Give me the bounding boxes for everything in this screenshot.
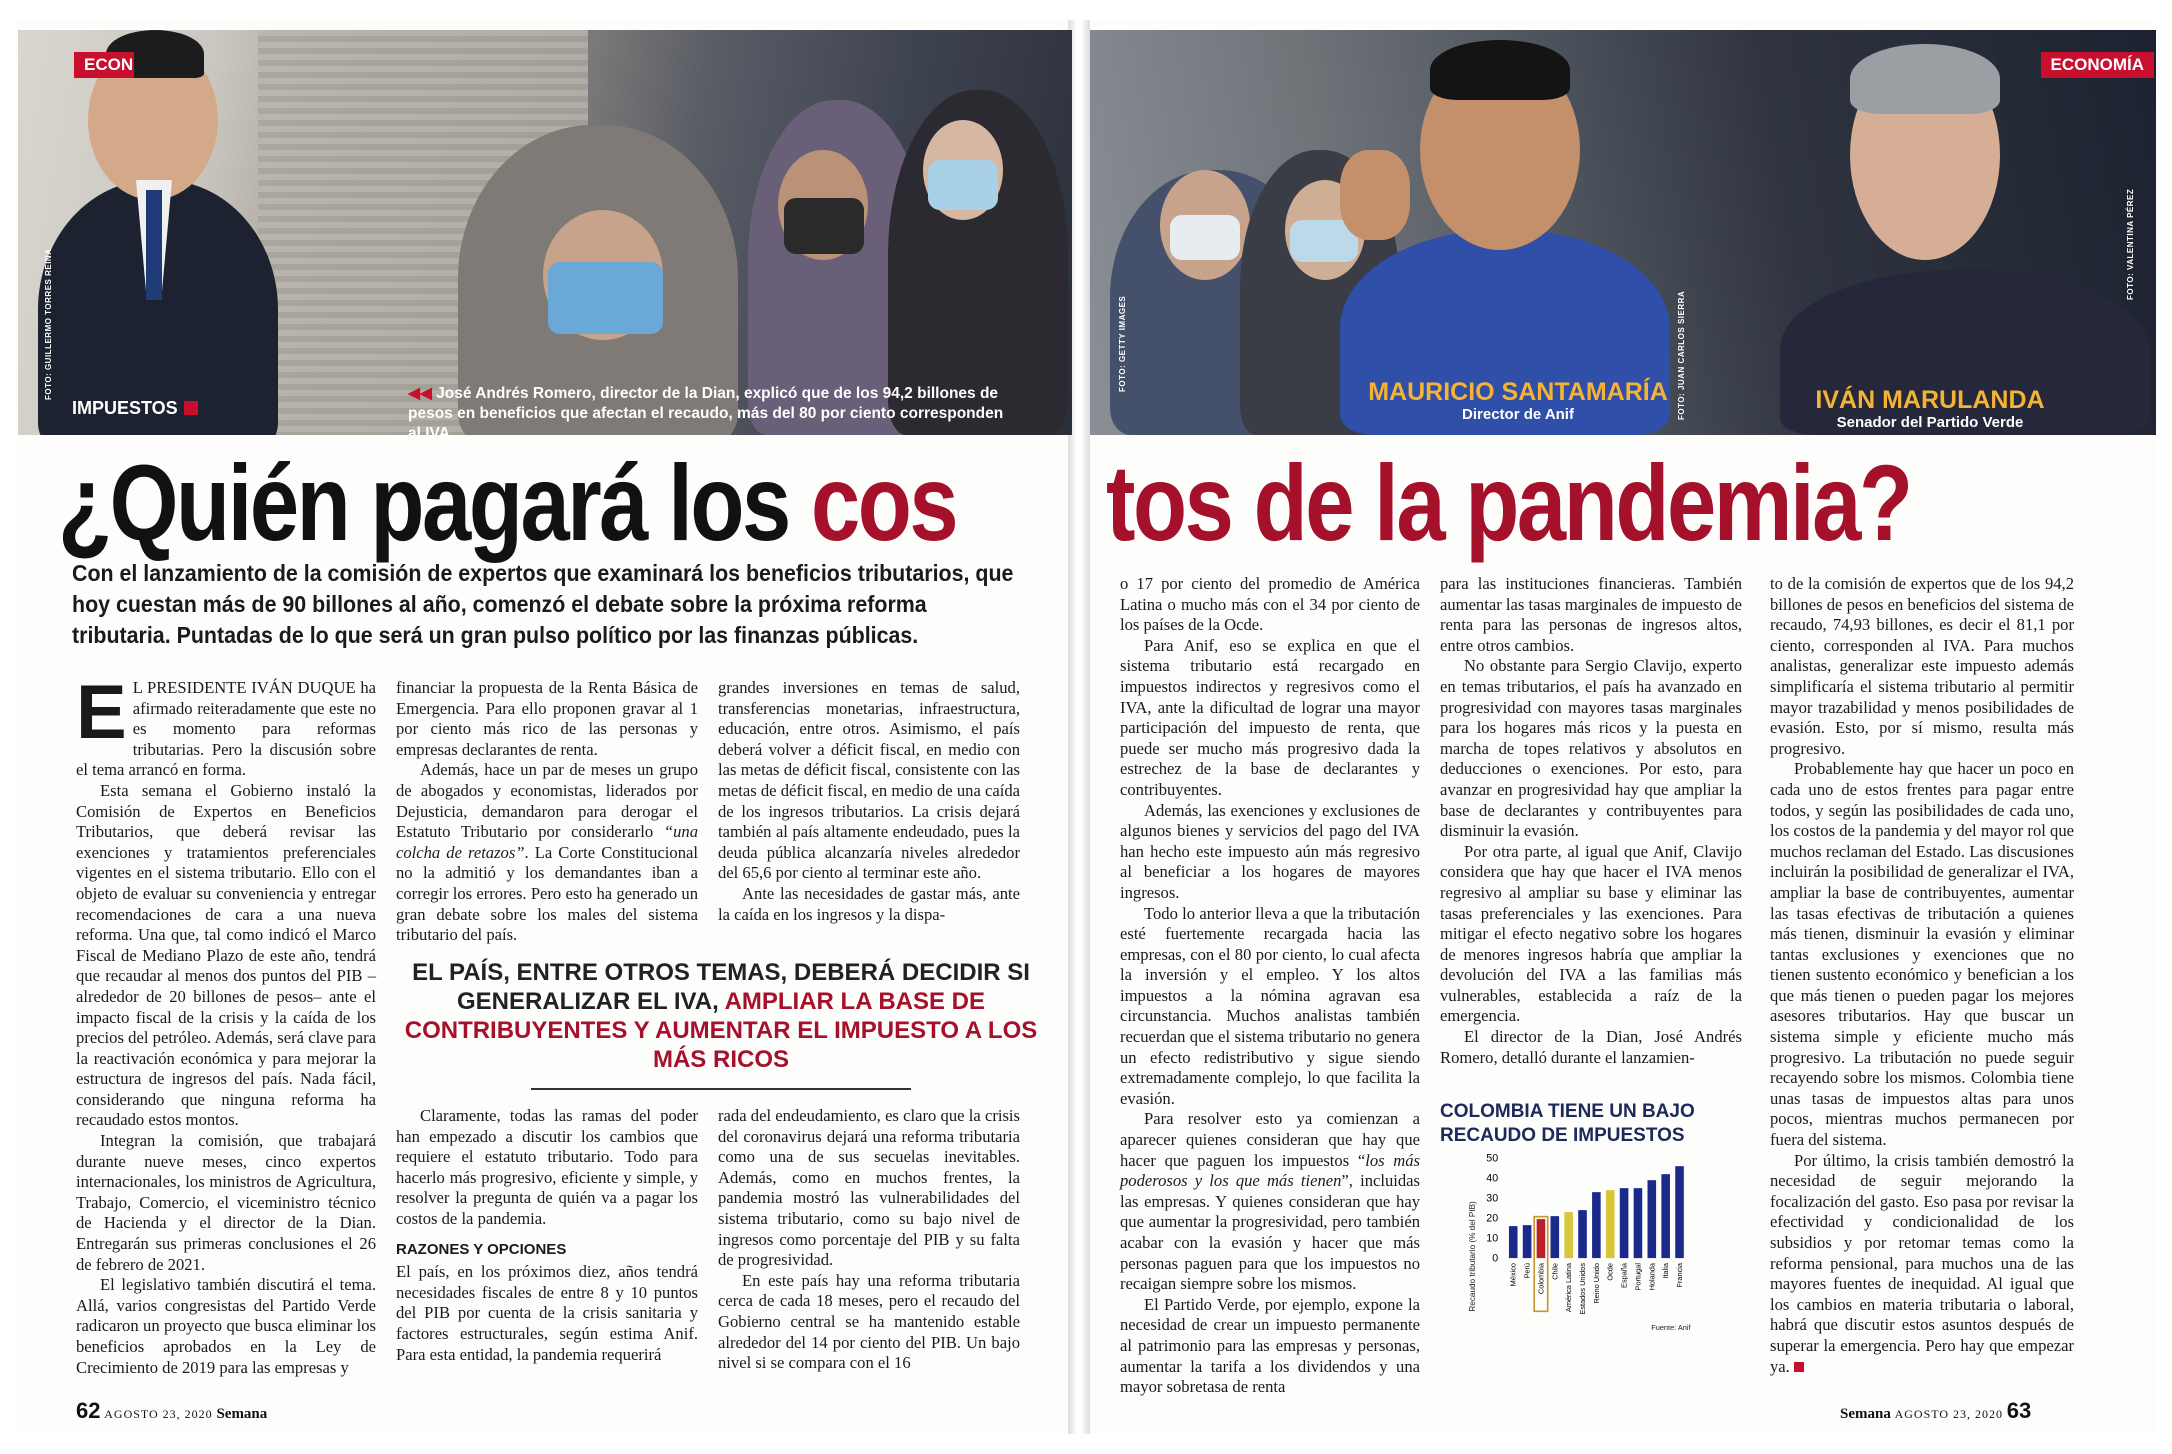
paragraph: El director de la Dian, José Andrés Romero, detalló durante el lanzamien- bbox=[1440, 1027, 1742, 1067]
x-tick-label: Estados Unidos bbox=[1577, 1263, 1587, 1315]
x-tick-label: Holanda bbox=[1647, 1263, 1657, 1291]
paragraph: o 17 por ciento del promedio de América Latina o mucho más con el 34 por ciento de los países de la Ocde. bbox=[1120, 574, 1420, 635]
x-tick-label: Portugal bbox=[1633, 1263, 1643, 1291]
brand-name: Semana bbox=[216, 1406, 268, 1422]
y-tick-label: 10 bbox=[1486, 1232, 1499, 1245]
paragraph bbox=[1770, 1151, 2074, 1378]
impuestos-tag bbox=[72, 398, 198, 419]
bar-estados-unidos bbox=[1578, 1210, 1587, 1258]
text-run: Por último, la crisis también demostró la necesidad de seguir mejorando la focalización del gasto. Eso pasa por revisar la efectividad y condicionalidad de los subsidios y por retomar temas como la reforma pensional, para muchos una de las mayores fuentes de inequidad. Al igual que los cambios en materia tributaria o laboral, habrá que discutir estos asuntos después de superar la emergencia. Pero hay que empezar ya. bbox=[1770, 1150, 2074, 1376]
photo-credit-valentina: FOTO: VALENTINA PÉREZ bbox=[2126, 188, 2135, 300]
bar-españa bbox=[1620, 1188, 1629, 1258]
y-tick-label: 20 bbox=[1486, 1212, 1499, 1225]
santamaria-hair bbox=[1430, 40, 1570, 100]
caption-text: José Andrés Romero, director de la Dian, explicó que de los 94,2 billones de pesos en beneficios que afectan el recaudo, más del 80 por ciento corresponden al IVA. bbox=[408, 385, 1004, 442]
blue-mask bbox=[548, 262, 663, 334]
y-tick-label: 40 bbox=[1486, 1172, 1499, 1185]
section-tag-right: ECONOMÍA bbox=[2041, 52, 2155, 78]
director-tie bbox=[146, 190, 162, 300]
x-tick-label: Francia bbox=[1674, 1263, 1684, 1288]
paragraph: Además, las exenciones y exclusiones de algunos bienes y servicios del pago del IVA han hecho este impuesto aún más regresivo al beneficiar a los hogares de mayores ingresos. bbox=[1120, 800, 1420, 902]
tax-revenue-chart bbox=[1440, 1150, 1720, 1376]
x-tick-label: México bbox=[1508, 1263, 1518, 1287]
person-role: Director de Anif bbox=[1462, 406, 1574, 423]
pullquote-divider bbox=[531, 1088, 911, 1090]
deck-subtitle: Con el lanzamiento de la comisión de expertos que examinará los beneficios tributarios, que hoy cuestan más de 90 billones al año, comenzó el debate sobre la próxima reforma tributaria. Puntadas de lo que será un gran pulso político por las finanzas públicas. bbox=[72, 560, 1014, 648]
chart-title: COLOMBIA TIENE UN BAJO RECAUDO DE IMPUESTOS bbox=[1440, 1101, 1695, 1146]
light-mask bbox=[928, 160, 998, 210]
paragraph: El legislativo también discutirá el tema. Allá, varios congresistas del Partido Verde radicaron un proyecto que busca eliminar los beneficios aprobados en la Ley de Crecimiento de 2019 para las empresas y bbox=[76, 1275, 376, 1377]
text-run: . La Corte Constitucional no la admitió y los demandantes iban a corregir los errores. Pero esto ha generado un gran debate sobre los males del sistema tributario del país. bbox=[396, 842, 698, 945]
headline-left bbox=[58, 442, 957, 563]
text-run: Además, hace un par de meses un grupo de abogados y economistas, liderados por Dejusticia, demandaron para derogar el Estatuto Tributario por considerarlo bbox=[396, 760, 698, 842]
x-tick-label: Colombia bbox=[1536, 1263, 1546, 1295]
body-column-2-bottom bbox=[396, 1106, 698, 1365]
pullquote-red: AMPLIAR LA BASE DE CONTRIBUYENTES Y AUMENTAR EL IMPUESTO A LOS MÁS RICOS bbox=[404, 988, 1038, 1073]
x-tick-label: España bbox=[1619, 1263, 1629, 1288]
paragraph: Esta semana el Gobierno instaló la Comisión de Expertos en Beneficios Tributarios, que deberá revisar las exenciones y tratamientos preferenciales vigentes en el sistema tributario. Ello con el objeto de evaluar su conveniencia y entregar recomendaciones de cara a una nueva reforma. Una que, tal como indicó el Marco Fiscal de Mediano Plazo de este año, tendrá que recaudar al menos dos puntos del PIB –alrededor de 20 billones de pesos– ante el impacto fiscal de la crisis y la caída de los precios del petróleo. Además, será clave para la reactivación económica y para mejorar la estructura de ingresos del país. Nada fácil, considerando que ninguna reforma ha recaudado estos montos. bbox=[76, 780, 376, 1130]
issue-date: AGOSTO 23, 2020 bbox=[104, 1407, 213, 1421]
text-run: Para resolver esto ya comienzan a aparecer quienes consideran que hay que hacer que paguen los impuestos “ bbox=[1120, 1109, 1420, 1170]
subheading: RAZONES Y OPCIONES bbox=[396, 1240, 567, 1258]
namebox-marulanda bbox=[1780, 386, 2080, 432]
folio-right bbox=[1840, 1398, 2031, 1424]
bar-méxico bbox=[1509, 1226, 1518, 1258]
body-column-1 bbox=[76, 670, 376, 1378]
photo-credit-juan: FOTO: JUAN CARLOS SIERRA bbox=[1677, 290, 1686, 420]
bar-ocde bbox=[1606, 1190, 1615, 1258]
bar-reino-unido bbox=[1592, 1192, 1601, 1258]
photo-credit-left: FOTO: GUILLERMO TORRES REINA bbox=[44, 248, 53, 400]
issue-date: AGOSTO 23, 2020 bbox=[1894, 1407, 2004, 1421]
black-mask bbox=[784, 198, 864, 254]
bar-francia bbox=[1675, 1166, 1684, 1258]
headline-black: ¿Quién pagará los bbox=[58, 442, 811, 563]
dropcap: E bbox=[76, 670, 127, 755]
text-run: ”, incluidas las empresas. Y quienes consideran que hay que aumentar la progresividad, pero también acabar con la evasión y hacer que más personas paguen para que los impuestos no recaigan siempre sobre los mismos. bbox=[1120, 1171, 1420, 1294]
y-tick-label: 50 bbox=[1486, 1152, 1499, 1165]
y-ticks bbox=[1486, 1152, 1498, 1264]
paragraph bbox=[396, 760, 698, 945]
x-tick-label: Ocde bbox=[1605, 1263, 1615, 1281]
paragraph: Probablemente hay que hacer un poco en cada uno de estos frentes para pagar entre todos, y según las posibilidades de cada uno, los costos de la pandemia y del mayor rol que muchos reclaman del Estado. Las discusiones incluirán la posibilidad de generalizar el IVA, ampliar la base de contribuyentes, aumentar las tasas efectivas de tributación a quienes más tienen, disminuir la evasión y eliminar tantas exclusiones y exenciones que no tienen sustento económico y benefician a los que más tienen o pueden pagar los mejores asesores tributarios. Hay que buscar un sistema simple y eficiente mucho más progresivo. La tributación no puede seguir recayendo sobre los mismos. Colombia tiene unas tasas de impuestos altas para unos pocos, mientras muchos permanecen por fuera del sistema. bbox=[1770, 759, 2074, 1150]
headline-right: tos de la pandemia? bbox=[1106, 442, 1911, 563]
x-tick-label: Reino Unido bbox=[1591, 1263, 1601, 1304]
paragraph: Ante las necesidades de gastar más, ante la caída en los ingresos y la dispa- bbox=[718, 883, 1020, 924]
body-column-2-top bbox=[396, 678, 698, 946]
caption-arrow-icon: ◀◀ bbox=[408, 385, 437, 402]
paragraph: L PRESIDENTE IVÁN DUQUE ha afirmado reiteradamente que este no es momento para reformas tributarias. Pero la discusión sobre el tema arrancó en forma. bbox=[76, 678, 376, 780]
quote-italic: los más poderosos y los que más tienen bbox=[1120, 1150, 1420, 1191]
page-number: 63 bbox=[2006, 1398, 2032, 1423]
bar-portugal bbox=[1634, 1188, 1643, 1258]
chart-source: Fuente: Anif bbox=[1651, 1323, 1691, 1333]
paragraph: Integran la comisión, que trabajará durante nueve meses, cinco expertos internacionales, los ministros de Agricultura, Trabajo, Comercio, el viceministro técnico de Hacienda y el director de la Dian. Entregarán sus primeras conclusiones el 26 de febrero de 2021. bbox=[76, 1131, 376, 1274]
paragraph: to de la comisión de expertos que de los 94,2 billones de pesos en beneficios del sistema de recaudo, 74,93 billones, es decir el 81,1 por ciento, corresponden al IVA. Para muchos analistas, generalizar este impuesto además simplificaría el sistema tributario al permitir mayor trazabilidad y menos posibilidades de evasión. Esto, por sí mismo, resulta más progresivo. bbox=[1770, 574, 2074, 758]
paragraph: Para Anif, eso se explica en que el sistema tributario está recargado en impuestos indirectos y regresivos como el IVA, ante la dificultad de lograr una mayor participación del impuesto de renta, que puede ser mucho más progresivo dada la estrechez de la base de declarantes y contribuyentes. bbox=[1120, 635, 1420, 799]
person-role: Senador del Partido Verde bbox=[1836, 414, 2024, 431]
photo-credit-getty: FOTO: GETTY IMAGES bbox=[1118, 295, 1127, 392]
y-tick-label: 0 bbox=[1492, 1252, 1499, 1265]
end-mark-icon bbox=[1794, 1362, 1804, 1372]
y-tick-label: 30 bbox=[1486, 1192, 1499, 1205]
x-tick-label: Perú bbox=[1522, 1263, 1532, 1279]
bar-colombia bbox=[1537, 1219, 1546, 1258]
bar-chile bbox=[1551, 1216, 1560, 1258]
santamaria-hand bbox=[1340, 150, 1410, 240]
paragraph: financiar la propuesta de la Renta Básica de Emergencia. Para ello proponen gravar al 1 por ciento más rico de las personas y empresas declarantes de renta. bbox=[396, 678, 698, 759]
folio-left bbox=[76, 1398, 267, 1424]
photo-santamaria-marulanda bbox=[1090, 30, 2156, 435]
section-tag-left: ECON bbox=[74, 52, 134, 78]
headline-red: cos bbox=[810, 442, 957, 563]
red-square-icon bbox=[184, 401, 198, 415]
namebox-santamaria bbox=[1358, 378, 1678, 424]
bar-perú bbox=[1523, 1225, 1532, 1258]
body-column-4 bbox=[1120, 574, 1420, 1398]
bar-américa-latina bbox=[1564, 1212, 1573, 1258]
x-tick-label: Chile bbox=[1550, 1263, 1560, 1280]
person-name: MAURICIO SANTAMARÍA bbox=[1368, 378, 1668, 406]
paragraph: El país, en los próximos diez, años tendrá necesidades fiscales de entre 8 y 10 puntos del PIB por cuenta de la crisis sanitaria y factores estructurales, según estima Anif. Para esta entidad, la pandemia requerirá bbox=[396, 1262, 698, 1364]
paragraph: rada del endeudamiento, es claro que la crisis del coronavirus dejará una reforma tributaria como una de sus secuelas inevitables. Además, como en muchos frentes, la pandemia mostró las vulnerabilidades del sistema tributario, como su bajo nivel de ingresos como porcentaje del PIB y su falta de progresividad. bbox=[718, 1106, 1020, 1270]
x-tick-label: América Latina bbox=[1564, 1263, 1574, 1313]
paragraph: No obstante para Sergio Clavijo, experto en temas tributarios, el país ha avanzado en progresividad con mayores tasas marginales para los hogares más ricos y la puesta en marcha de topes relativos y absolutos en deducciones o exenciones. Por esto, para avanzar en progresividad hay que ampliar la base de declarantes y contribuyentes para disminuir la evasión. bbox=[1440, 656, 1742, 841]
page-number: 62 bbox=[76, 1398, 101, 1423]
body-column-6 bbox=[1770, 574, 2074, 1377]
paragraph: para las instituciones financieras. También aumentar las tasas marginales de impuesto de renta para las personas de ingresos altos, entre otros cambios. bbox=[1440, 574, 1742, 655]
paragraph: Todo lo anterior lleva a que la tributación esté fuertemente recargada hacia las empresas, con el 80 por ciento, lo cual afecta la inversión y el empleo. Y los altos impuestos a la nómina agravan esa circunstancia. Muchos analistas también recuerdan que el sistema tributario no genera un efecto redistributivo y sigue siendo extremadamente complejo, lo que facilita la evasión. bbox=[1120, 903, 1420, 1108]
pullquote bbox=[396, 958, 1046, 1090]
person-name: IVÁN MARULANDA bbox=[1815, 386, 2045, 414]
pullquote-black: EL PAÍS, ENTRE OTROS TEMAS, DEBERÁ DECIDIR SI GENERALIZAR EL IVA, bbox=[412, 959, 1030, 1015]
body-column-3-top bbox=[718, 678, 1020, 925]
paragraph bbox=[1120, 1109, 1420, 1294]
bar-italia bbox=[1661, 1174, 1670, 1258]
brand-name: Semana bbox=[1840, 1406, 1891, 1422]
paragraph: En este país hay una reforma tributaria cerca de cada 18 meses, pero el recaudo del Gobierno central se ha mantenido estable alrededor del 14 por ciento del PIB. Un bajo nivel si se compara con el 16 bbox=[718, 1270, 1020, 1373]
paragraph: grandes inversiones en temas de salud, transferencias monetarias, infraestructura, educación, entre otros. Asimismo, el país deberá volver a déficit fiscal, en medio con las metas de déficit fiscal, consistente con las metas de déficit fiscal, en medio de una caída de los ingresos tributarios. La crisis dejará también al país altamente endeudado, pues la deuda pública alcanzaría niveles alrededor del 65,6 por ciento al terminar este año. bbox=[718, 678, 1020, 883]
photo-dian-director-queue bbox=[18, 30, 1072, 435]
marulanda-hair bbox=[1850, 44, 2000, 114]
paragraph: Claramente, todas las ramas del poder han empezado a discutir los cambios que requiere el estatuto tributario. Todo para hacerlo más progresivo, eficiente y simple, y resolver la pregunta de quién va a pagar los costos de la pandemia. bbox=[396, 1106, 698, 1228]
body-column-5 bbox=[1440, 574, 1742, 1068]
impuestos-label: IMPUESTOS bbox=[72, 398, 178, 418]
photo-caption bbox=[408, 384, 1008, 444]
body-column-3-bottom bbox=[718, 1106, 1020, 1374]
bar-holanda bbox=[1648, 1180, 1657, 1258]
paragraph: El Partido Verde, por ejemplo, expone la necesidad de crear un impuesto permanente al patrimonio para las empresas y personas, aumentar la tarifa a los dividendos y una mayor sobretasa de renta bbox=[1120, 1294, 1420, 1397]
paragraph: Por otra parte, al igual que Anif, Clavijo considera que hay que hacer el IVA menos regresivo al ampliar su base y eliminar las tasas preferenciales y las exenciones. Para mitigar el efecto negativo sobre los hogares de menores ingresos habría que ampliar la devolución del IVA a las familias más vulnerables, establecida a raíz de la emergencia. bbox=[1440, 841, 1742, 1026]
x-tick-label: Italia bbox=[1661, 1263, 1671, 1279]
y-axis-label: Recaudo tributario (% del PIB) bbox=[1468, 1201, 1478, 1312]
white-mask-1 bbox=[1170, 215, 1240, 260]
quote-italic: “una colcha de retazos” bbox=[396, 822, 698, 862]
